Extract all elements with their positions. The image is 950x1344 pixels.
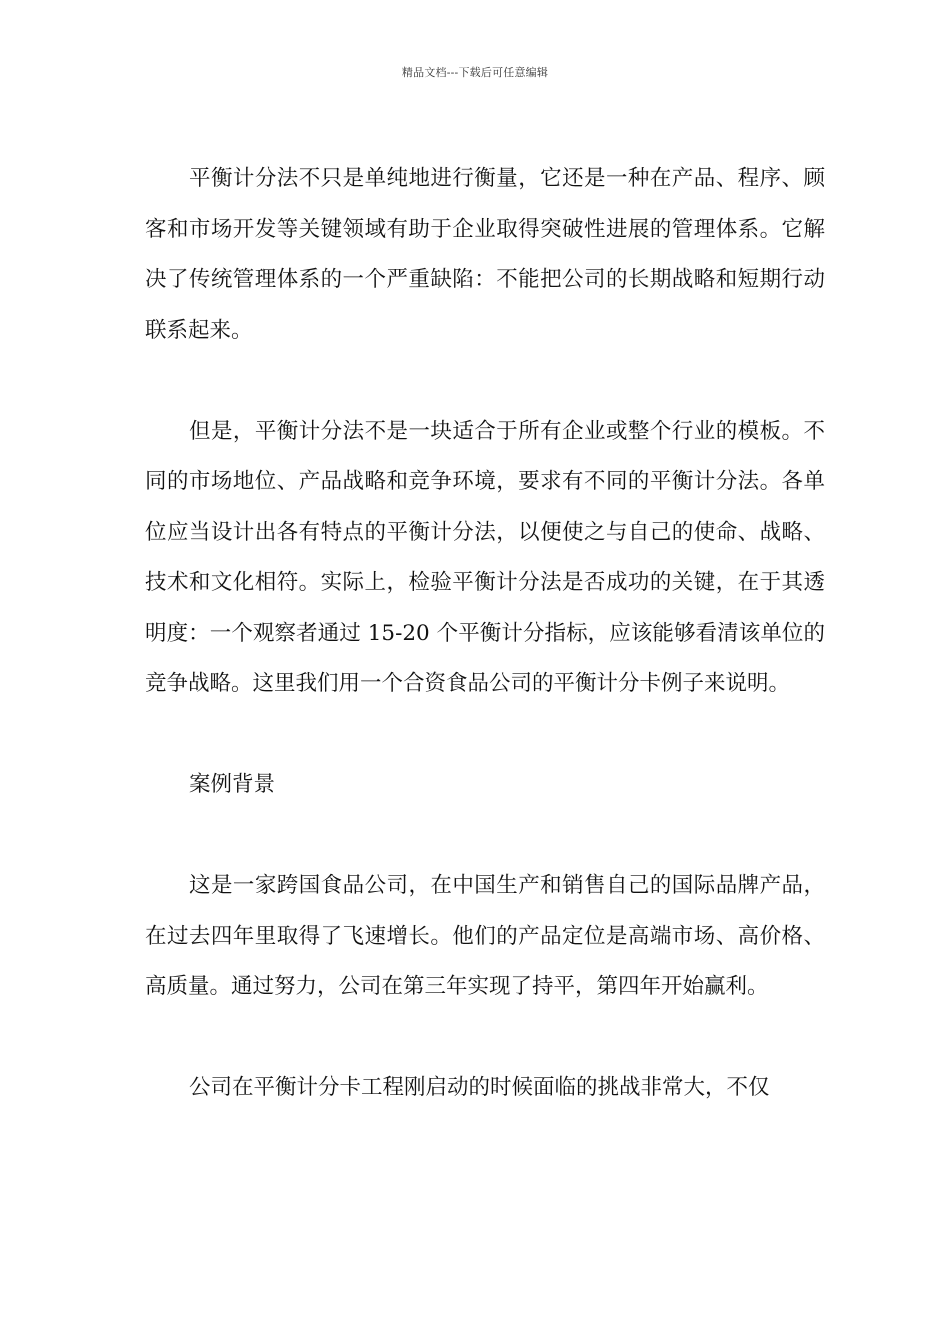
section-heading-case-background: 案例背景 — [189, 772, 276, 797]
paragraph-4: 公司在平衡计分卡工程刚启动的时候面临的挑战非常大，不仅 — [189, 1075, 770, 1100]
page-header: 精品文档---下载后可任意编辑 — [401, 66, 549, 79]
paragraph-spacer — [145, 356, 825, 407]
paragraph-spacer — [145, 811, 825, 862]
paragraph-3: 这是一家跨国食品公司，在中国生产和销售自己的国际品牌产品，在过去四年里取得了飞速增长。他们的产品定位是高端市场、高价格、高质量。通过努力，公司在第三年实现了持平，第四年开始赢利。 — [145, 873, 825, 999]
document-body — [145, 154, 825, 1114]
paragraph-spacer — [145, 710, 825, 761]
paragraph-1: 平衡计分法不只是单纯地进行衡量，它还是一种在产品、程序、顾客和市场开发等关键领域有助于企业取得突破性进展的管理体系。它解决了传统管理体系的一个严重缺陷：不能把公司的长期战略和短期行动联系起来。 — [145, 166, 825, 343]
paragraph-2: 但是，平衡计分法不是一块适合于所有企业或整个行业的模板。不同的市场地位、产品战略和竞争环境，要求有不同的平衡计分法。各单位应当设计出各有特点的平衡计分法，以便使之与自己的使命、战略、技术和文化相符。实际上，检验平衡计分法是否成功的关键，在于其透明度：一个观察者通过 15-20 个平衡计分指标，应该能够看清该单位的竞争战略。这里我们用一个合资食品公司的平衡计分卡例子来说明。 — [145, 418, 825, 696]
paragraph-spacer — [145, 1013, 825, 1064]
